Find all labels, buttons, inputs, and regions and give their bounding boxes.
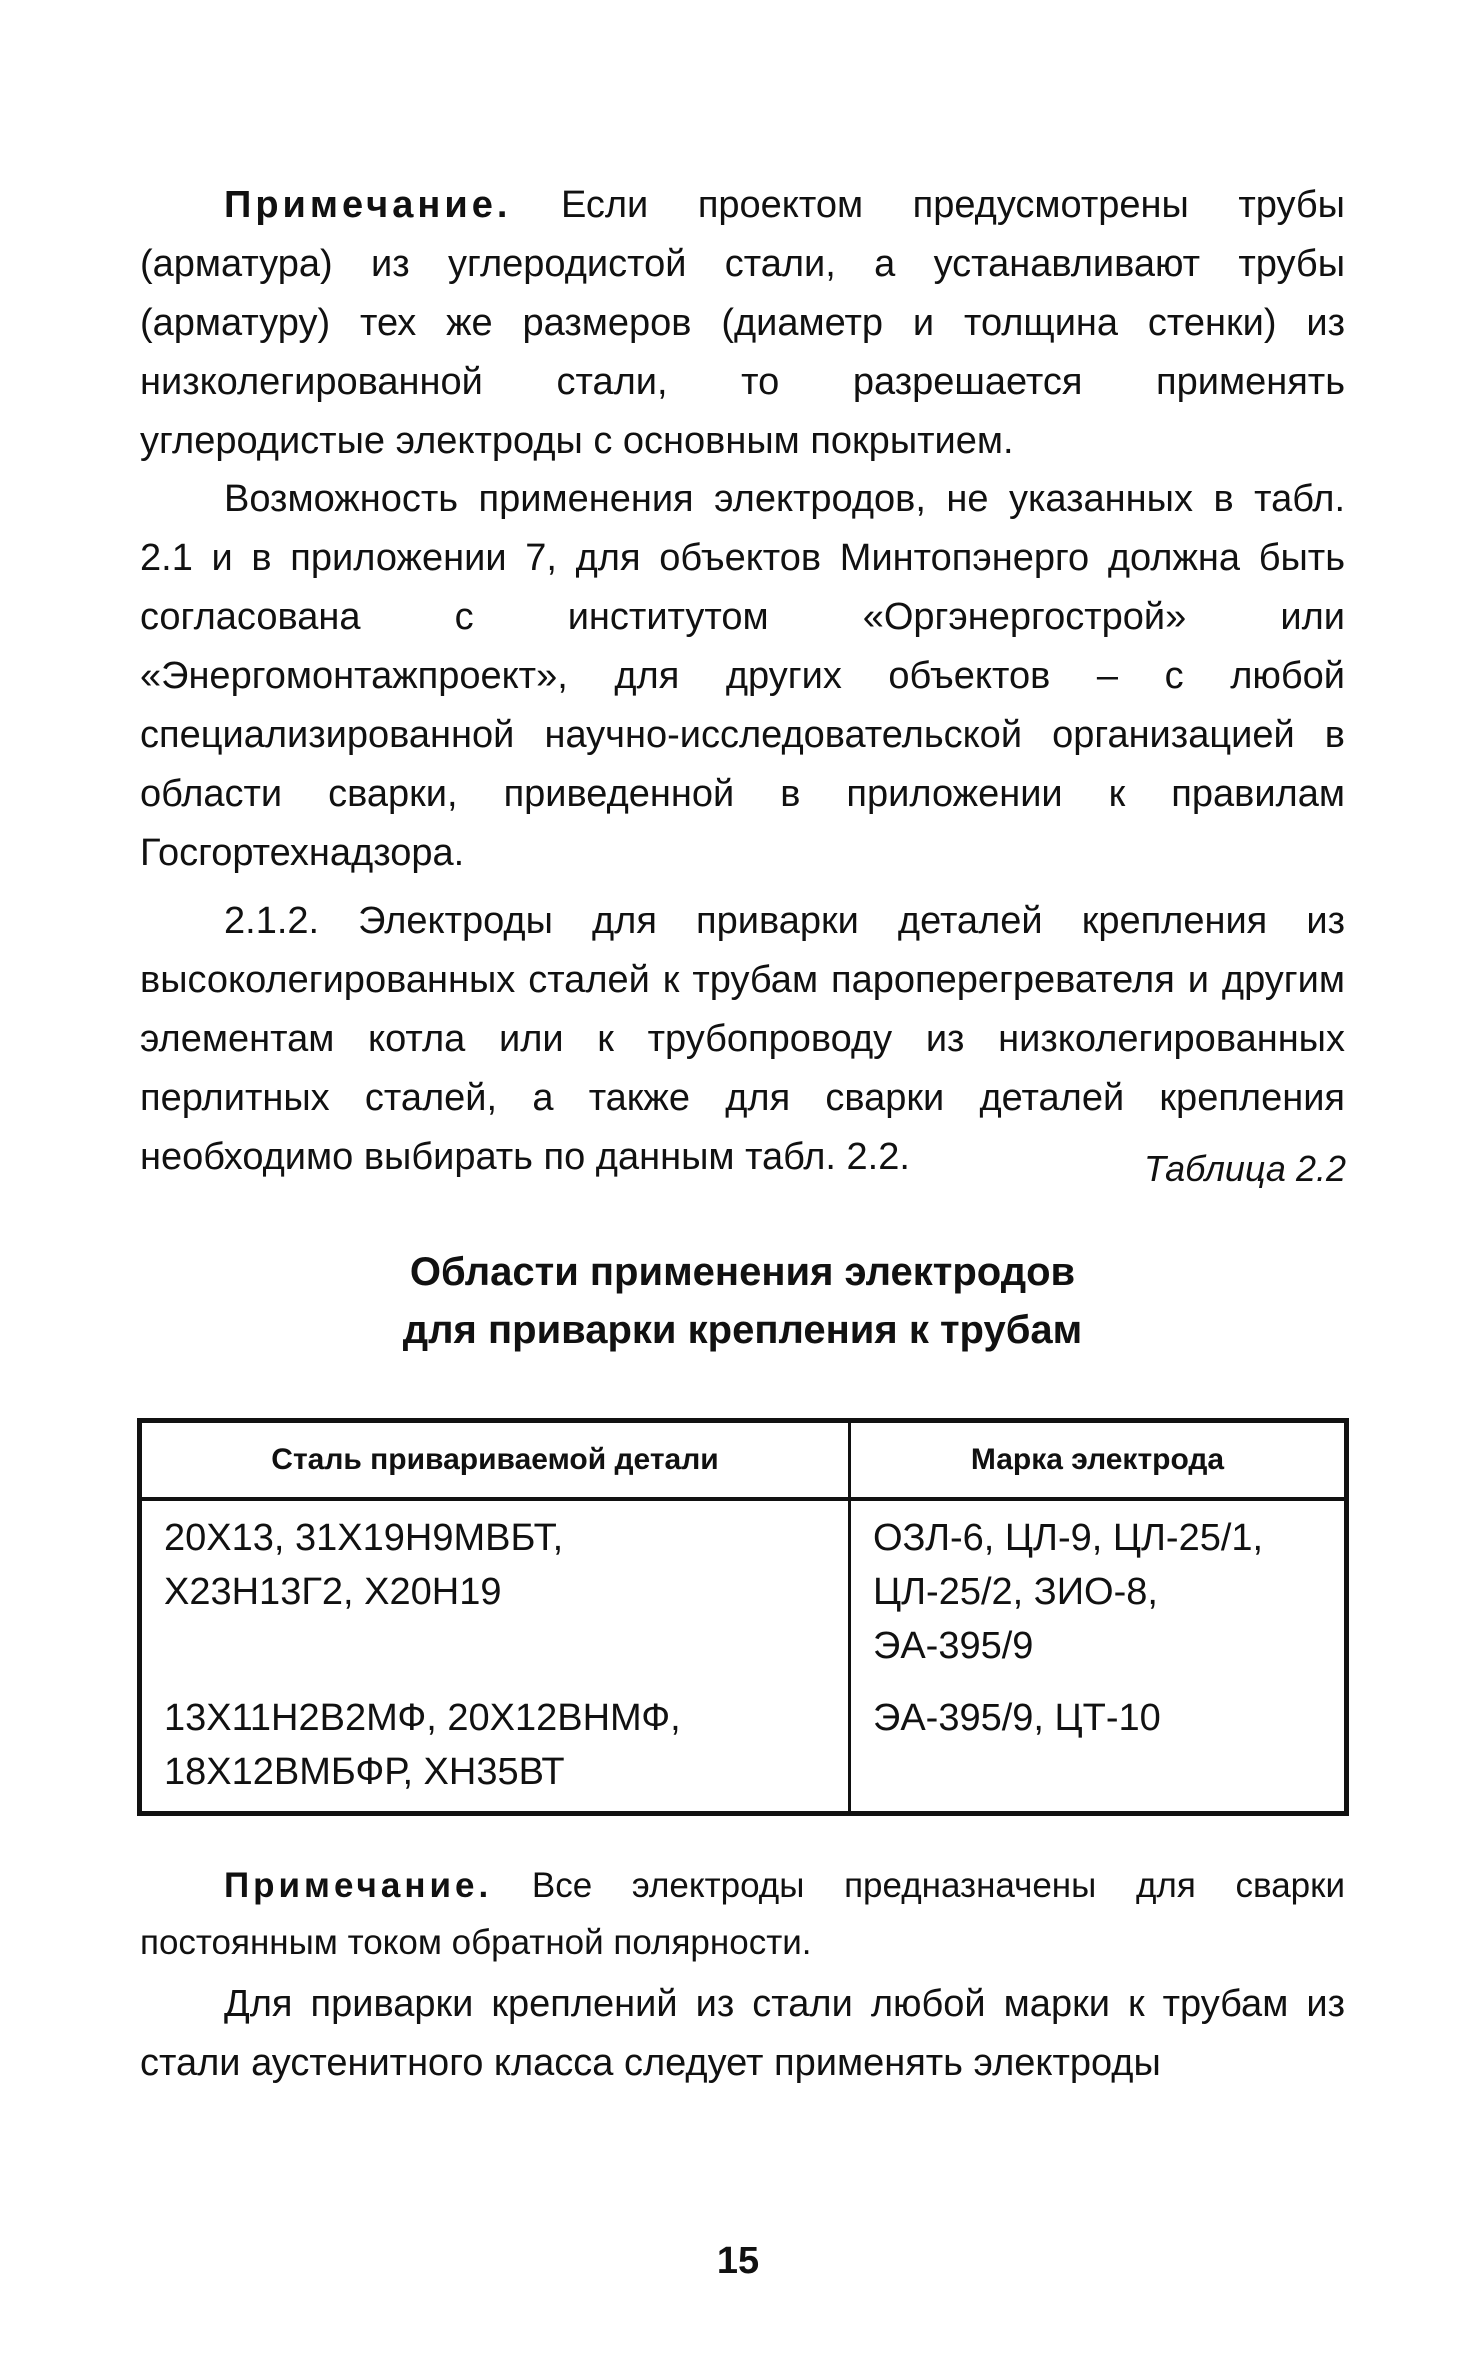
note-block-top: [140, 176, 1345, 471]
header-steel: Сталь привариваемой детали: [140, 1421, 850, 1500]
table-title: [140, 1243, 1345, 1359]
paragraph-austenitic: Для приварки креплений из стали любой марки к трубам из стали аустенитного класса следует применять электроды: [140, 1983, 1345, 2084]
electrode-table: [137, 1418, 1349, 1816]
table-row: [140, 1499, 1347, 1685]
table-header-row: [140, 1421, 1347, 1500]
note-paragraph: [140, 1857, 1345, 1971]
note-label: Примечание.: [224, 1866, 493, 1905]
note-text: Если проектом предусмотрены трубы (арматура) из углеродистой стали, а устанавливают трубы (арматуру) тех же размеров (диаметр и толщина стенки) из низколегированной стали, то разрешается применять углеродистые электроды с основным покрытием.: [140, 184, 1345, 462]
cell-steel: [140, 1499, 850, 1685]
cell-line: 20Х13, 31Х19Н9МВБТ,: [164, 1517, 564, 1559]
table-row: [140, 1685, 1347, 1814]
cell-line: ОЗЛ-6, ЦЛ-9, ЦЛ-25/1,: [873, 1517, 1264, 1559]
cell-steel: [140, 1685, 850, 1814]
cell-electrode: [850, 1685, 1347, 1814]
body-text: [140, 470, 1345, 1187]
note-paragraph: [140, 176, 1345, 471]
cell-line: ЦЛ-25/2, ЗИО-8,: [873, 1571, 1158, 1613]
table-caption: Таблица 2.2: [1143, 1148, 1346, 1189]
page-number: 15: [716, 2240, 760, 2282]
cell-line: 18Х12ВМБФР, ХН35ВТ: [164, 1751, 565, 1793]
cell-line: ЭА-395/9, ЦТ-10: [873, 1697, 1161, 1739]
table-title-line2: для приварки крепления к трубам: [402, 1308, 1083, 1352]
cell-line: Х23Н13Г2, Х20Н19: [164, 1571, 502, 1613]
paragraph-electrodes-approval: Возможность применения электродов, не указанных в табл. 2.1 и в приложении 7, для объектов Минтопэнерго должна быть согласована с институтом «Оргэнергострой» или «Энергомонтажпроект», для других объектов – с любой специализированной научно-исследовательской организацией в области сварки, приведенной в приложении к правилам Госгортехнадзора.: [140, 478, 1345, 874]
note-label: Примечание.: [224, 184, 512, 226]
paragraph-2-1-2: 2.1.2. Электроды для приварки деталей крепления из высоколегированных сталей к трубам пароперегревателя и другим элементам котла или к трубопроводу из низколегированных перлитных сталей, а также для сварки деталей крепления необходимо выбирать по данным табл. 2.2.: [140, 900, 1345, 1178]
header-electrode: Марка электрода: [850, 1421, 1347, 1500]
table-title-line1: Области применения электродов: [409, 1250, 1076, 1294]
note-block-bottom: [140, 1857, 1345, 2093]
cell-electrode: [850, 1499, 1347, 1685]
note-text: Все электроды предназначены для сварки постоянным током обратной полярности.: [140, 1866, 1345, 1962]
cell-line: ЭА-395/9: [873, 1625, 1034, 1667]
cell-line: 13Х11Н2В2МФ, 20Х12ВНМФ,: [164, 1697, 681, 1739]
